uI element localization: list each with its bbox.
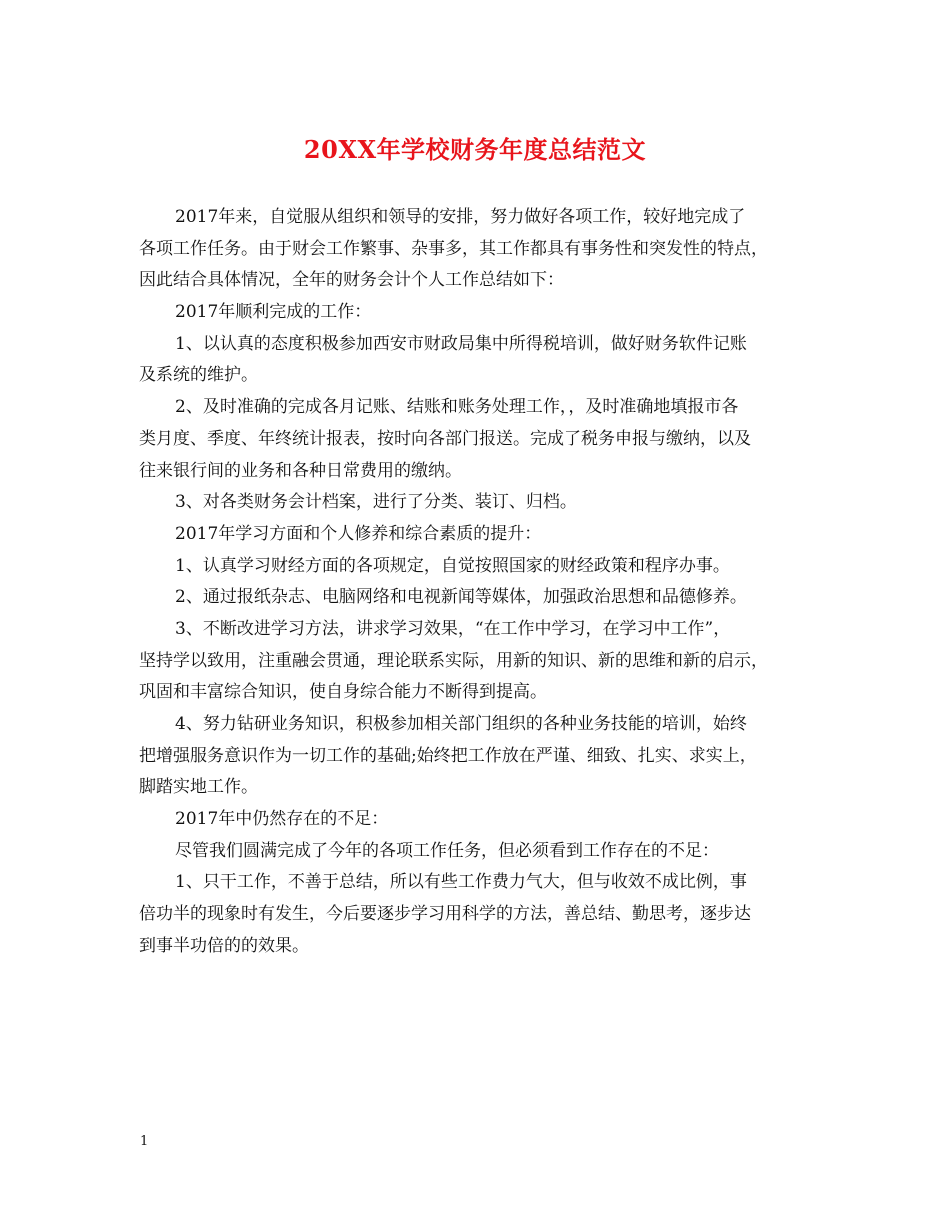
paragraph-line: 1、只干工作，不善于总结，所以有些工作费力气大，但与收效不成比例，事 — [175, 872, 747, 893]
section-heading: 2017年学习方面和个人修养和综合素质的提升： — [175, 523, 542, 544]
page-number: 1 — [140, 1134, 149, 1149]
paragraph-line: 3、不断改进学习方法，讲求学习效果，“在工作中学习，在学习中工作”， — [175, 618, 731, 639]
document-body — [139, 202, 829, 963]
paragraph-line: 倍功半的现象时有发生，今后要逐步学习用科学的方法，善总结、勤思考，逐步达 — [139, 904, 751, 925]
section-heading: 2017年顺利完成的工作： — [175, 302, 372, 323]
paragraph-line: 4、努力钻研业务知识，积极参加相关部门组织的各种业务技能的培训，始终 — [175, 714, 747, 734]
paragraph-line: 2017年来，自觉服从组织和领导的安排，努力做好各项工作，较好地完成了 — [175, 207, 746, 227]
paragraph-line: 1、认真学习财经方面的各项规定，自觉按照国家的财经政策和程序办事。 — [175, 555, 730, 576]
paragraph-line: 2、及时准确的完成各月记账、结账和账务处理工作，，及时准确地填报市各 — [175, 397, 739, 418]
paragraph-line: 2、通过报纸杂志、电脑网络和电视新闻等媒体，加强政治思想和品德修养。 — [175, 587, 747, 608]
paragraph-line: 因此结合具体情况，全年的财务会计个人工作总结如下： — [139, 270, 564, 291]
paragraph-line: 类月度、季度、年终统计报表，按时向各部门报送。完成了税务申报与缴纳，以及 — [139, 428, 751, 449]
paragraph-line: 坚持学以致用，注重融会贯通，理论联系实际，用新的知识、新的思维和新的启示， — [139, 650, 768, 671]
document-title: 20XX年学校财务年度总结范文 — [303, 135, 647, 164]
paragraph-line: 巩固和丰富综合知识，使自身综合能力不断得到提高。 — [139, 682, 547, 703]
section-heading: 2017年中仍然存在的不足： — [175, 809, 389, 830]
paragraph-line: 脚踏实地工作。 — [139, 777, 258, 798]
paragraph-line: 及系统的维护。 — [139, 365, 258, 386]
paragraph-line: 到事半功倍的的效果。 — [139, 935, 309, 956]
paragraph-line: 1、以认真的态度积极参加西安市财政局集中所得税培训，做好财务软件记账 — [175, 333, 747, 354]
paragraph-line: 尽管我们圆满完成了今年的各项工作任务，但必须看到工作存在的不足： — [175, 840, 719, 861]
paragraph-line: 3、对各类财务会计档案，进行了分类、装订、归档。 — [175, 492, 577, 513]
paragraph-line: 各项工作任务。由于财会工作繁事、杂事多，其工作都具有事务性和突发性的特点， — [139, 238, 768, 259]
paragraph-line: 把增强服务意识作为一切工作的基础;始终把工作放在严谨、细致、扎实、求实上， — [139, 745, 757, 766]
paragraph-line: 往来银行间的业务和各种日常费用的缴纳。 — [139, 460, 462, 481]
